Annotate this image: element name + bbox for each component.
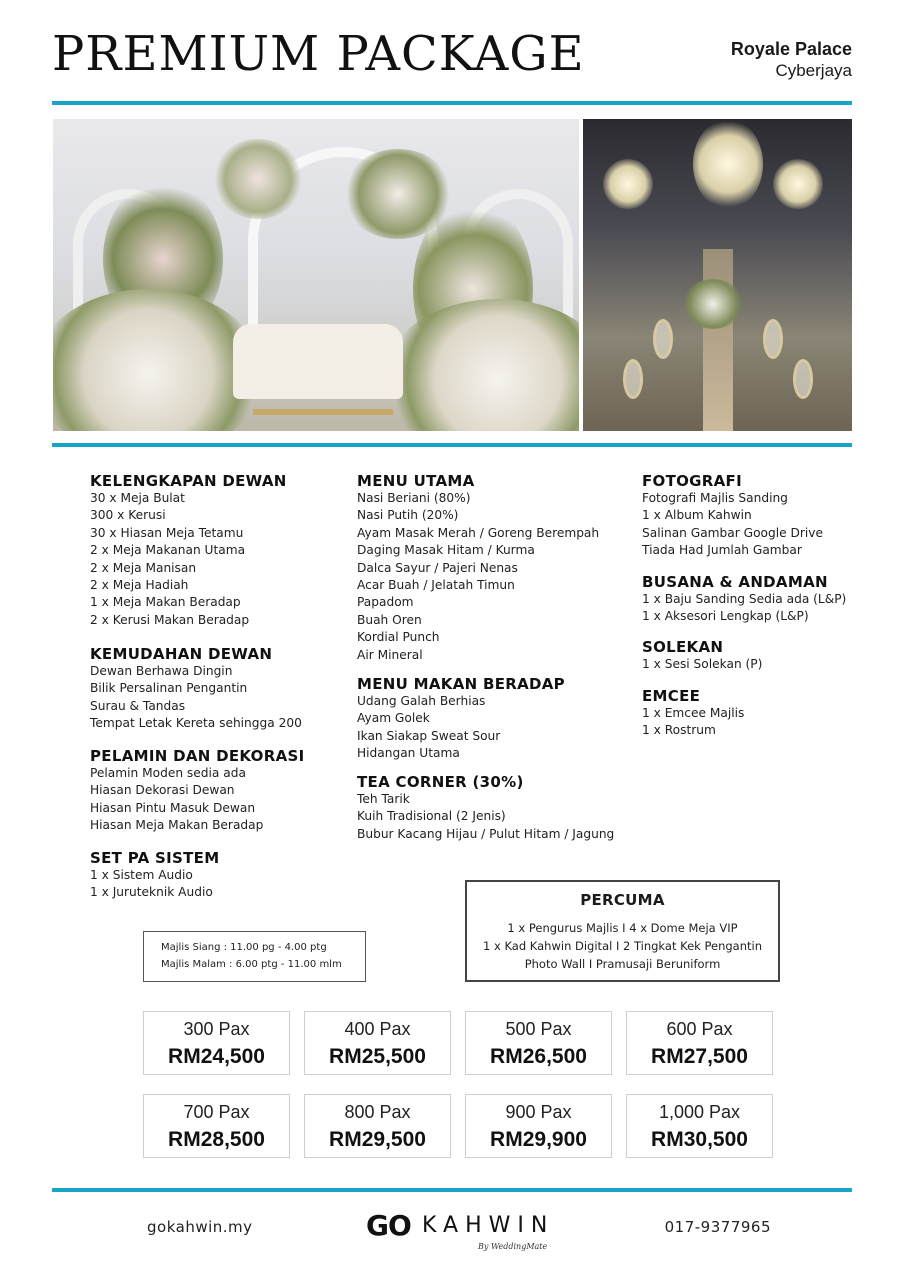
section-pelamin-dekorasi [90,747,304,835]
bottom-divider [52,1188,852,1192]
list-item: Hiasan Meja Makan Beradap [90,818,264,833]
section-title: MENU UTAMA [357,472,475,490]
top-divider [52,101,852,105]
price-amount: RM26,500 [490,1045,587,1068]
list-item: 300 x Kerusi [90,508,166,523]
percuma-box [465,880,780,982]
event-hours-box [143,931,366,982]
section-title: SET PA SISTEM [90,849,220,867]
page-title: PREMIUM PACKAGE [52,26,585,82]
list-item: Buah Oren [357,612,422,627]
price-amount: RM29,500 [329,1128,426,1151]
list-item: 1 x Sistem Audio [90,868,193,882]
list-item: 1 x Emcee Majlis [642,706,745,720]
section-title: EMCEE [642,687,701,705]
list-item: 2 x Meja Hadiah [90,578,189,593]
list-item: Nasi Beriani (80%) [357,491,471,505]
price-card [465,1094,612,1158]
list-item: Tempat Letak Kereta sehingga 200 [90,716,302,731]
price-pax: 300 Pax [183,1019,250,1039]
price-pax: 600 Pax [666,1019,733,1039]
section-kemudahan-dewan [90,645,302,733]
section-kelengkapan-dewan [90,472,287,629]
list-item: Teh Tarik [357,792,410,806]
price-pax: 1,000 Pax [658,1102,741,1122]
list-item: 2 x Meja Manisan [90,560,197,575]
section-menu-utama [357,472,599,664]
list-item: 1 x Baju Sanding Sedia ada (L&P) [642,592,847,606]
venue-name: Royale Palace [730,39,852,59]
list-item: Ayam Golek [357,711,430,726]
list-item: Papadom [357,595,414,610]
percuma-line: Photo Wall I Pramusaji Beruniform [524,957,721,971]
list-item: Ikan Siakap Sweat Sour [357,728,501,743]
price-pax: 800 Pax [344,1102,411,1122]
logo-byline: By WeddingMate [478,1242,548,1251]
price-amount: RM30,500 [651,1128,748,1151]
list-item: 2 x Meja Makanan Utama [90,543,246,558]
list-item: 1 x Aksesori Lengkap (L&P) [642,609,809,624]
list-item: Hidangan Utama [357,746,460,761]
price-amount: RM28,500 [168,1128,265,1151]
list-item: Dewan Berhawa Dingin [90,664,233,678]
list-item: 1 x Meja Makan Beradap [90,595,241,610]
price-card [626,1011,773,1075]
list-item: 30 x Hiasan Meja Tetamu [90,525,244,540]
price-card [143,1094,290,1158]
list-item: Daging Masak Hitam / Kurma [357,543,535,558]
section-title: KELENGKAPAN DEWAN [90,472,287,490]
section-emcee [642,687,744,740]
section-title: KEMUDAHAN DEWAN [90,645,273,663]
list-item: Hiasan Pintu Masuk Dewan [90,800,256,815]
percuma-title: PERCUMA [580,891,665,909]
list-item: Kordial Punch [357,630,440,645]
price-amount: RM25,500 [329,1045,426,1068]
section-title: TEA CORNER (30%) [357,773,524,791]
section-title: SOLEKAN [642,638,724,656]
price-card [626,1094,773,1158]
list-item: 1 x Sesi Solekan (P) [642,657,763,671]
section-solekan [642,638,762,673]
price-amount: RM29,900 [490,1128,587,1151]
percuma-line: 1 x Kad Kahwin Digital I 2 Tingkat Kek Pengantin [483,939,762,953]
section-busana-andaman [642,573,846,626]
section-fotografi [642,472,823,560]
price-pax: 400 Pax [344,1019,411,1039]
hall-photo [583,119,852,431]
list-item: Nasi Putih (20%) [357,508,459,523]
section-title: FOTOGRAFI [642,472,742,490]
section-title: BUSANA & ANDAMAN [642,573,828,591]
list-item: Pelamin Moden sedia ada [90,766,246,780]
list-item: Salinan Gambar Google Drive [642,525,823,540]
list-item: Surau & Tandas [90,698,186,713]
list-item: Hiasan Dekorasi Dewan [90,783,235,798]
logo-go: GO [366,1209,411,1242]
list-item: Kuih Tradisional (2 Jenis) [357,809,506,824]
venue-block [731,38,852,82]
list-item: 2 x Kerusi Makan Beradap [90,612,250,627]
section-menu-makan-beradap [357,675,565,763]
venue-location: Cyberjaya [775,61,852,80]
logo-kahwin: KAHWIN [422,1213,555,1238]
list-item: Fotografi Majlis Sanding [642,491,788,505]
list-item: Bilik Persalinan Pengantin [90,681,248,696]
price-pax: 500 Pax [505,1019,572,1039]
list-item: 1 x Album Kahwin [642,508,752,523]
list-item: Dalca Sayur / Pajeri Nenas [357,560,518,575]
price-card [465,1011,612,1075]
gokahwin-logo [366,1209,556,1255]
price-pax: 700 Pax [183,1102,250,1122]
list-item: 30 x Meja Bulat [90,491,185,505]
price-amount: RM24,500 [168,1045,265,1068]
list-item: Acar Buah / Jelatah Timun [357,578,515,593]
price-pax: 900 Pax [505,1102,572,1122]
section-title: MENU MAKAN BERADAP [357,675,565,693]
middle-divider [52,443,852,447]
list-item: Bubur Kacang Hijau / Pulut Hitam / Jagung [357,826,615,841]
list-item: 1 x Juruteknik Audio [90,885,213,900]
section-title: PELAMIN DAN DEKORASI [90,747,305,765]
hours-siang: Majlis Siang : 11.00 pg - 4.00 ptg [161,942,327,953]
list-item: Ayam Masak Merah / Goreng Berempah [357,525,600,540]
percuma-line: 1 x Pengurus Majlis I 4 x Dome Meja VIP [507,921,738,935]
hours-malam: Majlis Malam : 6.00 ptg - 11.00 mlm [161,959,342,970]
price-card [143,1011,290,1075]
list-item: Air Mineral [357,647,423,662]
price-card [304,1011,451,1075]
list-item: Tiada Had Jumlah Gambar [642,543,802,558]
list-item: Udang Galah Berhias [357,694,486,708]
website-link[interactable]: gokahwin.my [147,1218,253,1236]
section-pa-sistem [90,849,219,902]
pelamin-photo [53,119,579,431]
phone-number[interactable]: 017-9377965 [664,1218,771,1236]
price-amount: RM27,500 [651,1045,748,1068]
list-item: 1 x Rostrum [642,723,716,738]
section-tea-corner [357,773,614,843]
price-card [304,1094,451,1158]
